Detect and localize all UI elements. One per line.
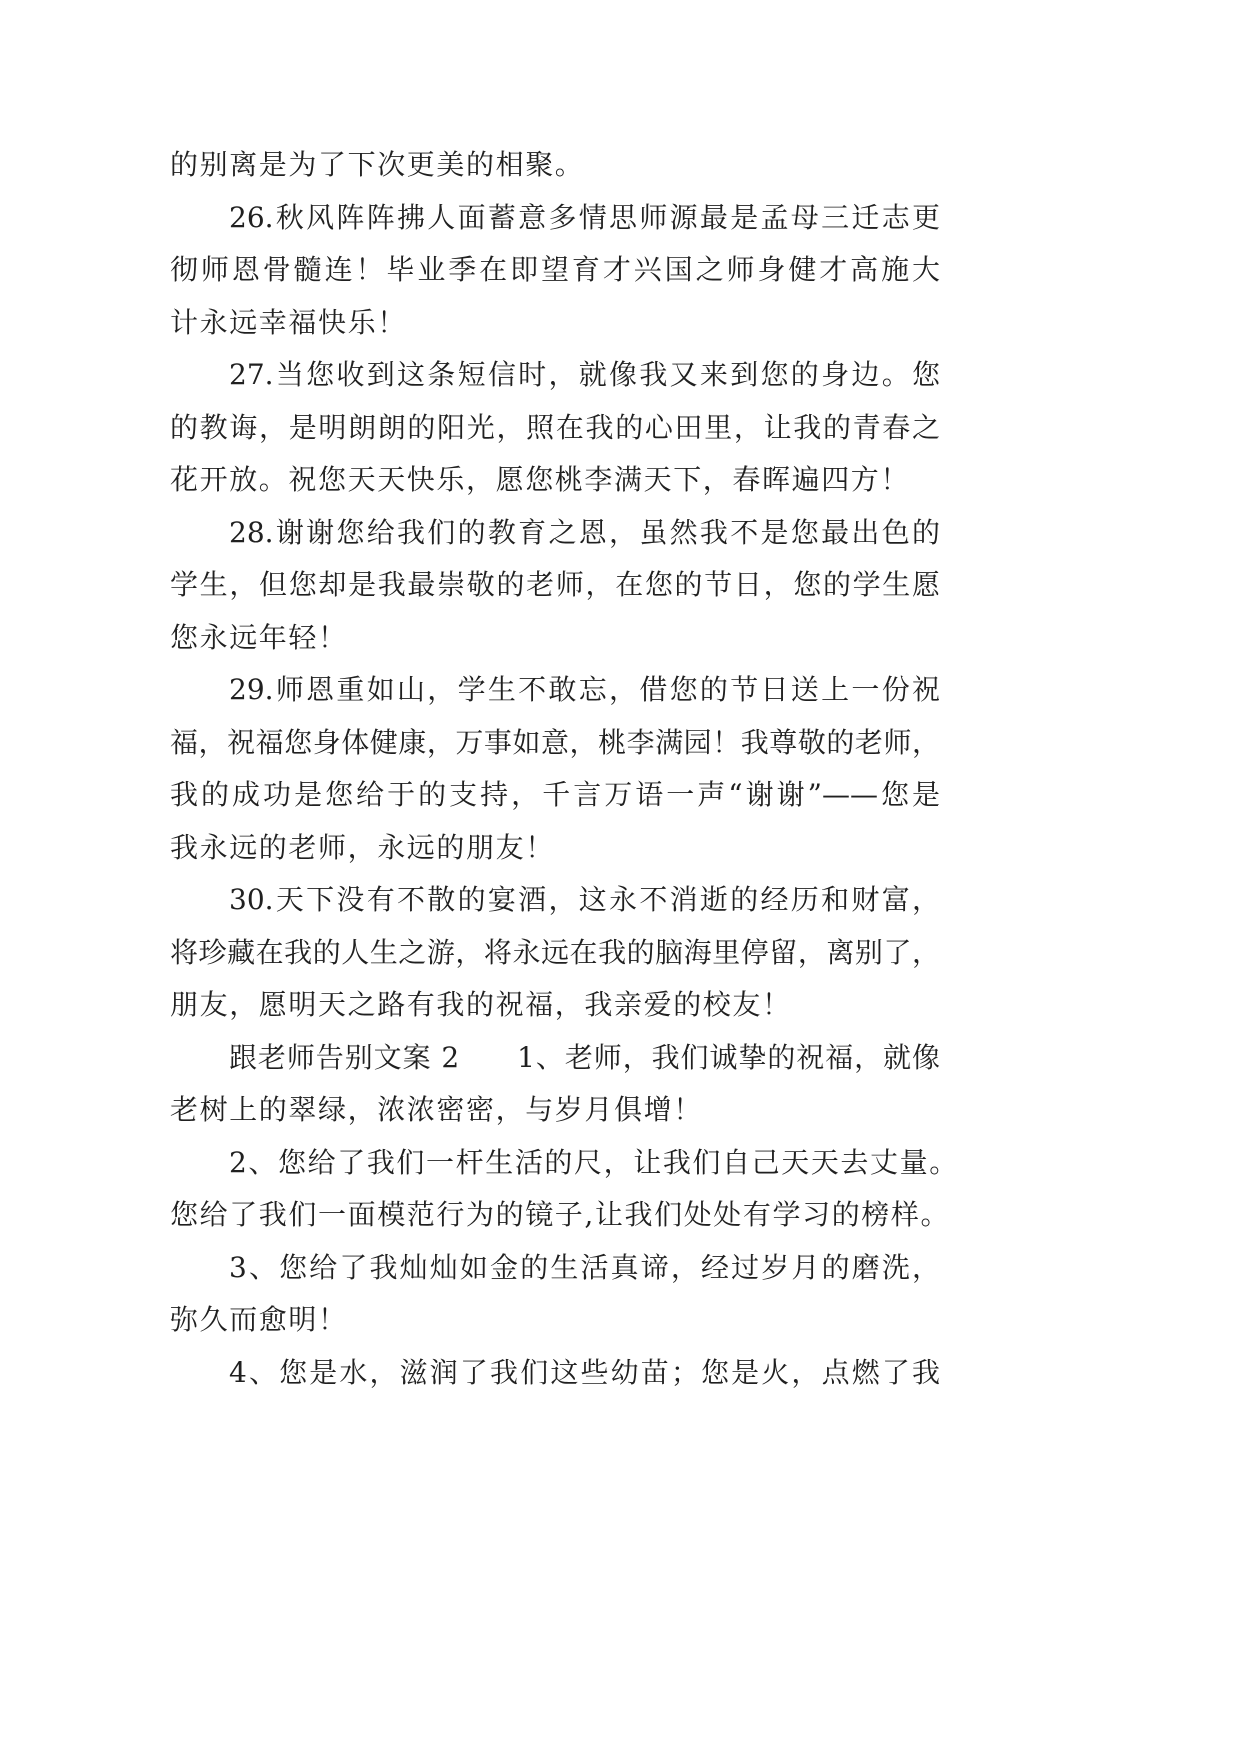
text-line: 我永远的老师，永远的朋友！ — [170, 830, 555, 864]
text-line: 花开放。祝您天天快乐，愿您桃李满天下，春晖遍四方！ — [170, 463, 911, 497]
text-line — [170, 1032, 940, 1085]
text-line: 29.师恩重如山，学生不敢忘，借您的节日送上一份祝 — [229, 673, 940, 707]
paragraph — [170, 139, 940, 192]
text-line: 学生，但您却是我最崇敬的老师，在您的节日，您的学生愿 — [170, 568, 940, 602]
paragraph — [170, 192, 940, 350]
paragraph — [170, 349, 940, 507]
paragraph — [170, 874, 940, 1032]
text-line: 30.天下没有不散的宴酒，这永不消逝的经历和财富， — [229, 883, 940, 917]
text-line: 计永远幸福快乐！ — [170, 305, 407, 339]
text-line: 的别离是为了下次更美的相聚。 — [170, 148, 585, 181]
document-body — [170, 139, 959, 1399]
text-line: 弥久而愈明！ — [170, 1303, 348, 1337]
text-line: 的教诲，是明朗朗的阳光，照在我的心田里，让我的青春之 — [170, 410, 940, 444]
text-line: 26.秋风阵阵拂人面蓄意多情思师源最是孟母三迁志更 — [229, 200, 940, 234]
paragraph — [170, 664, 940, 874]
text-line: 28.谢谢您给我们的教育之恩，虽然我不是您最出色的 — [229, 515, 940, 549]
text-line: 我的成功是您给于的支持，千言万语一声“谢谢”——您是 — [170, 778, 940, 812]
text-line: 老树上的翠绿，浓浓密密，与岁月俱增！ — [170, 1093, 703, 1127]
text-line: 4、您是水，滋润了我们这些幼苗；您是火，点燃了我 — [229, 1355, 940, 1389]
list-item-text: 1、老师，我们诚挚的祝福，就像 — [517, 1040, 940, 1074]
text-line: 朋友，愿明天之路有我的祝福，我亲爱的校友！ — [170, 988, 792, 1022]
paragraph — [170, 1347, 940, 1400]
text-line: 3、您给了我灿灿如金的生活真谛，经过岁月的磨洗， — [229, 1250, 940, 1284]
text-line: 福，祝福您身体健康，万事如意，桃李满园！我尊敬的老师， — [170, 725, 940, 759]
section-heading: 跟老师告别文案 2 — [229, 1040, 460, 1074]
text-line: 将珍藏在我的人生之游，将永远在我的脑海里停留，离别了， — [170, 935, 940, 969]
text-line: 您给了我们一面模范行为的镜子,让我们处处有学习的榜样。 — [170, 1198, 951, 1232]
text-line: 2、您给了我们一杆生活的尺，让我们自己天天去丈量。 — [229, 1145, 959, 1179]
paragraph — [170, 1242, 940, 1347]
paragraph — [170, 507, 940, 665]
text-line: 您永远年轻！ — [170, 620, 348, 654]
text-line: 27.当您收到这条短信时，就像我又来到您的身边。您 — [229, 358, 940, 392]
paragraph — [170, 1032, 940, 1137]
paragraph — [170, 1137, 959, 1242]
text-line: 彻师恩骨髓连！毕业季在即望育才兴国之师身健才高施大 — [170, 253, 940, 287]
